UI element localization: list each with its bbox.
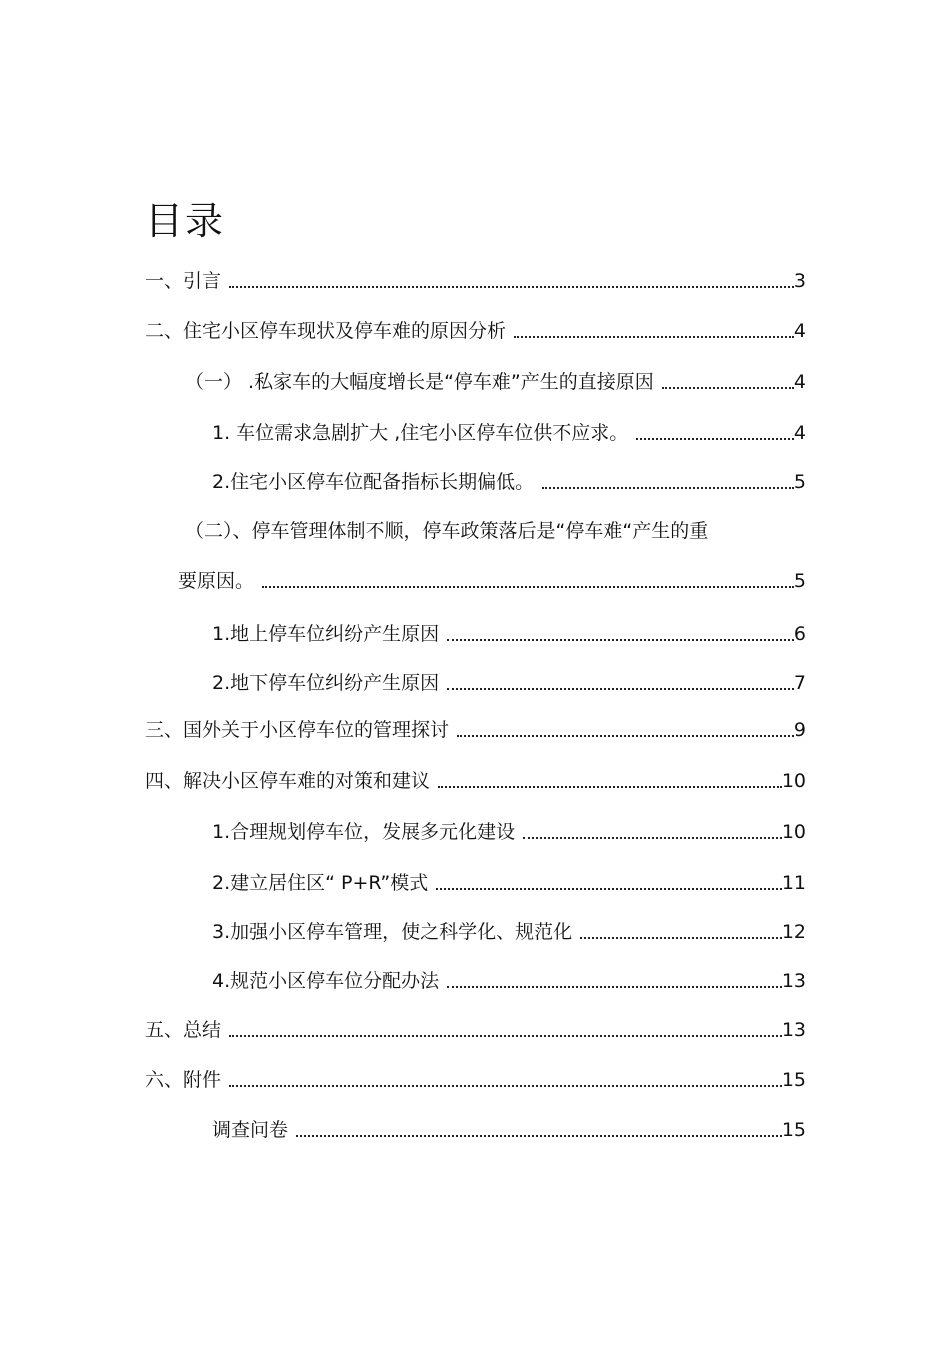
toc-entry-label: 一、引言 xyxy=(145,270,222,292)
toc-entry-page: 13 xyxy=(781,970,806,992)
dot-leader xyxy=(542,467,794,497)
toc-entry-label: 要原因。 xyxy=(178,570,255,592)
toc-entry-strengthen-management[interactable] xyxy=(212,917,806,947)
dot-leader xyxy=(296,1115,782,1145)
toc-entry-label: 五、总结 xyxy=(145,1019,222,1041)
toc-entry-page: 4 xyxy=(793,422,806,444)
toc-entry-label: 2.地下停车位纠纷产生原因 xyxy=(212,672,440,694)
toc-entry-page: 3 xyxy=(793,270,806,292)
toc-entry-page: 7 xyxy=(793,672,806,694)
dot-leader xyxy=(229,1065,782,1095)
toc-entry-label: 三、国外关于小区停车位的管理探讨 xyxy=(145,719,450,741)
toc-entry-allocation[interactable] xyxy=(212,966,806,996)
toc-entry-management-first-line[interactable]: （二）、停车管理体制不顺，停车政策落后是“停车难“产生的重 xyxy=(185,520,709,542)
toc-title: 目录 xyxy=(145,199,226,243)
toc-entry-planning[interactable] xyxy=(212,817,806,847)
toc-entry-page: 10 xyxy=(781,821,806,843)
toc-entry-page: 4 xyxy=(793,320,806,342)
toc-entry-private-cars[interactable] xyxy=(185,367,806,397)
toc-entry-page: 6 xyxy=(793,623,806,645)
toc-entry-introduction[interactable] xyxy=(145,266,806,296)
toc-entry-low-index[interactable] xyxy=(212,467,806,497)
toc-entry-management[interactable] xyxy=(178,566,806,596)
toc-entry-label: （一） .私家车的大幅度增长是“停车难”产生的直接原因 xyxy=(185,371,654,393)
dot-leader xyxy=(636,418,794,448)
toc-entry-label: 1.合理规划停车位，发展多元化建设 xyxy=(212,821,516,843)
toc-entry-label: 4.规范小区停车位分配办法 xyxy=(212,970,440,992)
dot-leader xyxy=(662,367,794,397)
toc-entry-page: 9 xyxy=(793,719,806,741)
toc-entry-ground-parking[interactable] xyxy=(212,619,806,649)
toc-entry-page: 5 xyxy=(793,471,806,493)
toc-entry-label: 二、住宅小区停车现状及停车难的原因分析 xyxy=(145,320,507,342)
dot-leader xyxy=(436,868,782,898)
dot-leader xyxy=(447,619,794,649)
toc-entry-page: 4 xyxy=(793,371,806,393)
dot-leader xyxy=(447,668,794,698)
dot-leader xyxy=(580,917,782,947)
toc-entry-label: 2.建立居住区“ P+R”模式 xyxy=(212,872,429,894)
toc-entry-page: 11 xyxy=(781,872,806,894)
toc-entry-status-analysis[interactable] xyxy=(145,316,806,346)
toc-entry-summary[interactable] xyxy=(145,1015,806,1045)
toc-entry-page: 15 xyxy=(781,1119,806,1141)
dot-leader xyxy=(457,715,794,745)
toc-entry-page: 12 xyxy=(781,921,806,943)
dot-leader xyxy=(229,1015,782,1045)
toc-entry-foreign-management[interactable] xyxy=(145,715,806,745)
toc-entry-page: 10 xyxy=(781,770,806,792)
toc-entry-page: 13 xyxy=(781,1019,806,1041)
toc-entry-demand[interactable] xyxy=(212,418,806,448)
toc-entry-underground-parking[interactable] xyxy=(212,668,806,698)
toc-entry-label: 四、解决小区停车难的对策和建议 xyxy=(145,770,431,792)
toc-entry-appendix[interactable] xyxy=(145,1065,806,1095)
toc-entry-label: 六、附件 xyxy=(145,1069,222,1091)
dot-leader xyxy=(447,966,782,996)
toc-entry-label: 2.住宅小区停车位配备指标长期偏低。 xyxy=(212,471,535,493)
toc-entry-label: 1.地上停车位纠纷产生原因 xyxy=(212,623,440,645)
dot-leader xyxy=(514,316,794,346)
toc-entry-label: 1. 车位需求急剧扩大 ,住宅小区停车位供不应求。 xyxy=(212,422,629,444)
toc-entry-label: 调查问卷 xyxy=(212,1119,289,1141)
toc-entry-page: 15 xyxy=(781,1069,806,1091)
dot-leader xyxy=(229,266,794,296)
toc-entry-p-r-mode[interactable] xyxy=(212,868,806,898)
dot-leader xyxy=(523,817,782,847)
dot-leader xyxy=(438,766,782,796)
toc-entry-label: 3.加强小区停车管理，使之科学化、规范化 xyxy=(212,921,573,943)
toc-entry-page: 5 xyxy=(793,570,806,592)
dot-leader xyxy=(262,566,794,596)
toc-entry-questionnaire[interactable] xyxy=(212,1115,806,1145)
toc-entry-solutions[interactable] xyxy=(145,766,806,796)
